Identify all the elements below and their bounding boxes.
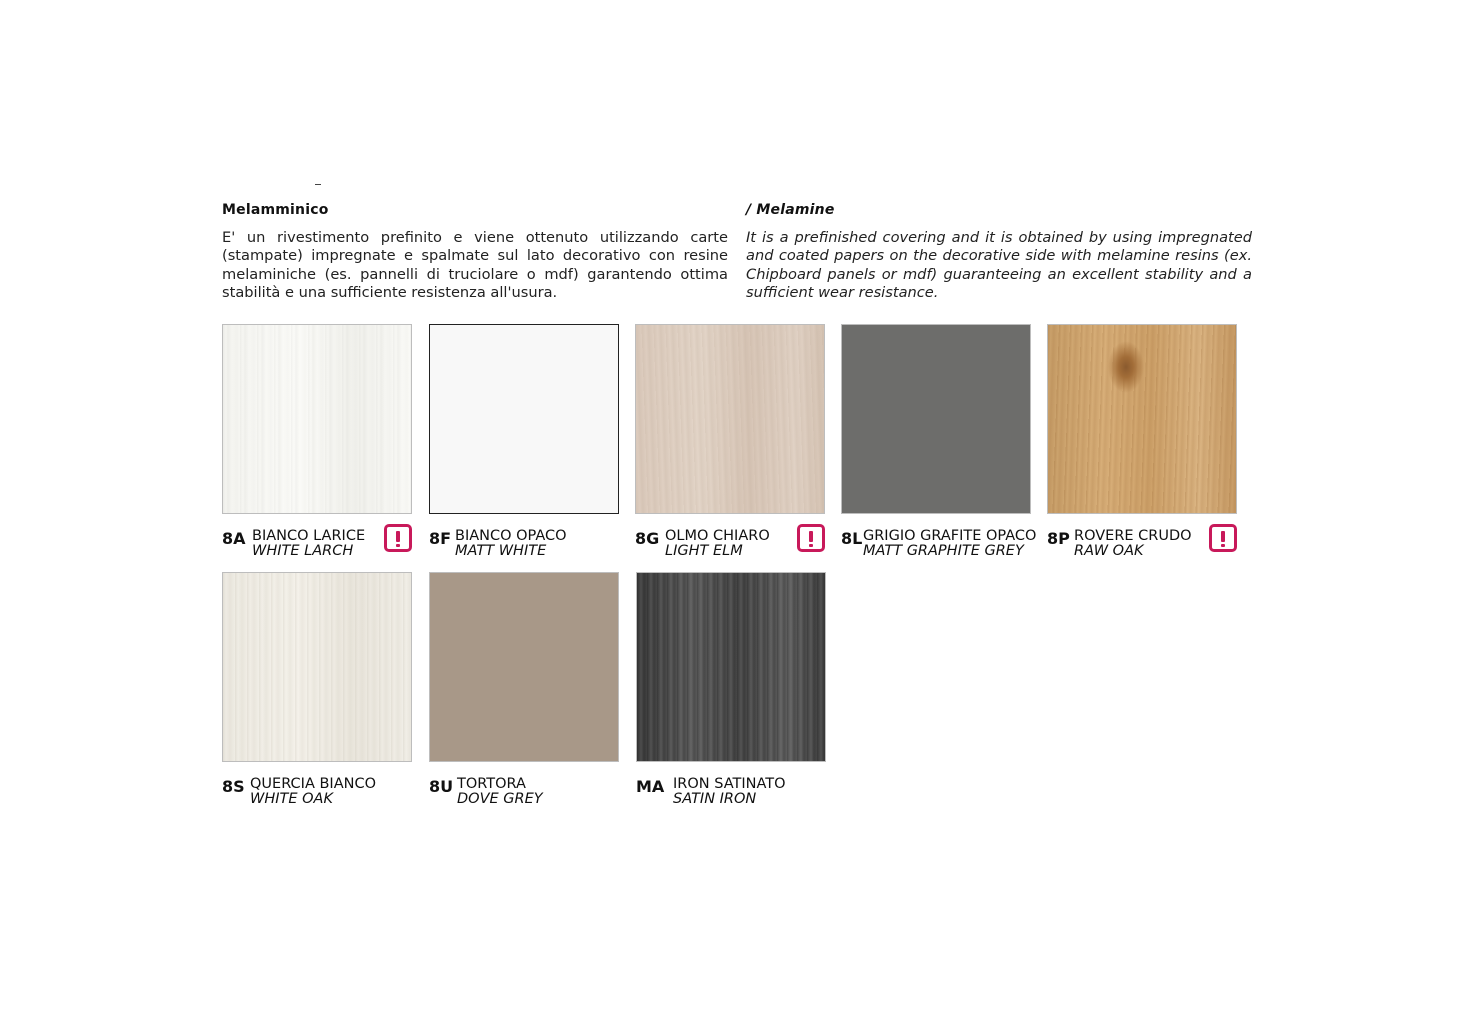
swatch-name-english: WHITE LARCH (252, 543, 354, 559)
swatch-name-italian: GRIGIO GRAFITE OPACO (863, 528, 1037, 544)
heading-english: / Melamine (746, 202, 835, 218)
swatch-name-english: SATIN IRON (673, 791, 757, 807)
swatch-name-italian: OLMO CHIARO (665, 528, 770, 544)
swatch-code: 8P (1047, 529, 1070, 548)
swatch-card-8g (635, 324, 827, 562)
swatch-code: 8F (429, 529, 452, 548)
warning-icon (1209, 524, 1237, 552)
swatch-8s-white-oak (222, 572, 412, 762)
swatch-name-english: MATT WHITE (455, 543, 547, 559)
swatch-card-8p (1047, 324, 1239, 562)
swatch-caption (429, 528, 621, 562)
swatch-card-8s (222, 572, 414, 810)
swatch-caption (841, 528, 1037, 562)
swatch-8g-light-elm (635, 324, 825, 514)
swatch-8f-matt-white (429, 324, 619, 514)
warning-icon (797, 524, 825, 552)
swatch-name-english: RAW OAK (1074, 543, 1144, 559)
swatch-caption (429, 776, 621, 810)
swatch-caption (222, 776, 414, 810)
swatch-name-english: MATT GRAPHITE GREY (863, 543, 1024, 559)
swatch-name-italian: BIANCO LARICE (252, 528, 366, 544)
swatch-8u-dove-grey (429, 572, 619, 762)
swatch-name-italian: IRON SATINATO (673, 776, 786, 792)
swatch-name-english: WHITE OAK (250, 791, 333, 807)
swatch-name-english: LIGHT ELM (665, 543, 743, 559)
swatch-name-italian: QUERCIA BIANCO (250, 776, 376, 792)
swatch-8l-matt-graphite-grey (841, 324, 1031, 514)
swatch-caption (635, 528, 827, 562)
divider-mark (315, 184, 321, 185)
swatch-caption (222, 528, 414, 562)
swatch-card-8u (429, 572, 621, 810)
swatch-code: 8L (841, 529, 863, 548)
swatch-code: MA (636, 777, 665, 796)
intro-english (746, 202, 1252, 303)
paragraph-italian: E' un rivestimento prefinito e viene ottenuto utilizzando carte (stampate) impregnate e spalmate sul lato decorativo con resine melaminiche (es. pannelli di truciolare o mdf) garantendo ottima stabilità e una sufficiente resistenza all'usura. (222, 229, 728, 302)
swatch-code: 8A (222, 529, 246, 548)
warning-icon (384, 524, 412, 552)
swatch-ma-satin-iron (636, 572, 826, 762)
swatch-name-italian: TORTORA (457, 776, 526, 792)
swatch-caption (1047, 528, 1239, 562)
swatch-code: 8S (222, 777, 245, 796)
swatch-8p-raw-oak (1047, 324, 1237, 514)
swatch-caption (636, 776, 828, 810)
swatch-name-english: DOVE GREY (457, 791, 543, 807)
paragraph-english: It is a prefinished covering and it is obtained by using impregnated and coated papers on the decorative side with melamine resins (ex. Chipboard panels or mdf) guaranteeing an excellent stability and a sufficient wear resistance. (746, 229, 1252, 302)
swatch-8a-white-larch (222, 324, 412, 514)
swatch-name-italian: BIANCO OPACO (455, 528, 567, 544)
heading-italian: Melamminico (222, 202, 329, 218)
swatch-card-8f (429, 324, 621, 562)
swatch-card-8a (222, 324, 414, 562)
swatch-name-italian: ROVERE CRUDO (1074, 528, 1192, 544)
intro-italian (222, 202, 728, 303)
swatch-card-ma (636, 572, 828, 810)
swatch-code: 8G (635, 529, 660, 548)
swatch-card-8l (841, 324, 1037, 562)
swatch-code: 8U (429, 777, 454, 796)
